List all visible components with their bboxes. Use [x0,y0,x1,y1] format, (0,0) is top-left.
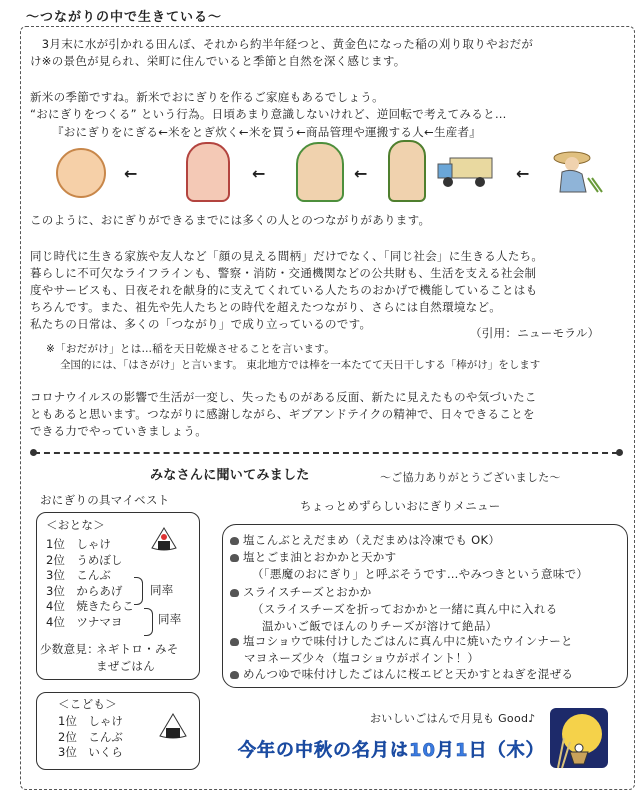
arrow-icon: ← [124,164,138,183]
section-divider [34,452,618,454]
footer-note: おいしいごはんで月見も Good♪ [370,712,536,725]
para1-line2: け※の景色が見られ、栄町に住んでいると季節と自然を深く感じます。 [30,54,406,68]
minority-label: 少数意見： [40,642,99,656]
rice-bowl-icon [230,537,239,545]
tie-label: 同率 [150,583,174,597]
arrow-icon: ← [516,164,530,183]
store-clerk-icon [388,140,426,202]
adult-label: ＜おとな＞ [46,518,105,532]
para4-line5: 私たちの日常は、多くの「つながり」で成り立っているのです。 [30,317,372,331]
para4-line3: 度やサービスも、日夜それを献身的に支えてくれている人たちのおかげで機能していることはも [30,283,538,297]
shopper-icon [296,142,344,202]
menu-item: 塩とごま油とおかかと天かす [230,549,396,566]
rice-bowl-icon [230,554,239,562]
menu-item-note: （スライスチーズを折っておかかと一緒に真ん中に入れる [252,602,558,616]
menu-item-note: マヨネーズ少々（塩コショウがポイント！） [244,651,480,665]
para4-line2: 暮らしに不可欠なライフラインも、警察・消防・交通機関などの公共財も、生活を支える社会制 [30,266,537,280]
list-item: 1位 しゃけ [46,537,111,551]
para3: このように、おにぎりができるまでには多くの人とのつながりがあります。 [30,213,431,227]
arrow-icon: ← [354,164,368,183]
unusual-title: ちょっとめずらしいおにぎりメニュー [300,499,501,513]
tie-bracket [134,577,143,605]
menu-item: めんつゆで味付けしたごはんに桜エビと天かすとねぎを混ぜる [230,666,573,683]
adult-rank-list [46,537,134,630]
menu-item: 塩こんぶとえだまめ（えだまめは冷凍でも OK） [230,532,500,549]
tie-label: 同率 [158,612,182,626]
survey-thanks: ～ご協力ありがとうございました～ [380,471,561,484]
list-item: 3位 いくら [58,745,123,759]
list-item: 4位 焼きたらこ [46,599,134,613]
para4-line1: 同じ時代に生きる家族や友人など「顔の見える間柄」だけでなく、「同じ社会」に生きる人たち。 [30,249,544,263]
para5-line2: ともあると思います。つながりに感謝しながら、ギブアンドテイクの精神で、日々できることを [30,407,535,421]
girl-eating-onigiri-icon [56,148,106,198]
farmer-icon [548,148,604,200]
note-line2: 全国的には、「はさがけ」と言います。 東北地方では棒を一本たてて天日干しする「棒がけ」をします [60,359,541,371]
para5-line3: できる力でやっていきましょう。 [30,424,207,438]
onigiri-icon [158,712,188,740]
rice-bowl-icon [230,671,239,679]
moon-date-banner: 今年の中秋の名月は10月1日（木） [238,740,545,761]
survey-heading: みなさんに聞いてみました [150,468,310,483]
chain-text: 『おにぎりをにぎる←米をとぎ炊く←米を買う←商品管理や運搬する人←生産者』 [52,125,482,139]
para5-line1: コロナウイルスの影響で生活が一変し、失ったものがある反面、新たに見えたものや気づいたこ [30,390,537,404]
menu-item: スライスチーズとおかか [230,584,372,601]
tie-bracket [144,608,153,636]
rice-bowl-icon [230,589,239,597]
citation: （引用：ニューモラル） [470,326,600,340]
list-item: 2位 うめぼし [46,552,123,567]
arrow-icon: ← [252,164,266,183]
menu-item: 塩コショウで味付けしたごはんに真ん中に焼いたウインナーと [230,633,573,650]
para1-line1: 3月末に水が引かれる田んぼ、それから約半年経つと、黄金色になった稲の刈り取りやおだが [30,37,534,51]
truck-icon [436,150,496,190]
minority-item: まぜごはん [96,659,155,673]
para2-line2: “おにぎりをつくる” という行為。日頃あまり意識しないけれど、逆回転で考えてみると… [30,107,507,121]
rice-bowl-icon [230,638,239,646]
minority-item: ネギトロ・みそ [96,642,179,656]
list-item: 4位 ツナマヨ [46,614,123,629]
list-item: 2位 こんぶ [58,729,123,744]
list-item: 1位 しゃけ [58,714,123,728]
child-label: ＜こども＞ [58,697,117,711]
list-item: 3位 からあげ [46,583,123,598]
page-title: ～つながりの中で生きている～ [26,10,223,25]
best-title: おにぎりの具マイベスト [40,493,170,507]
moon-viewing-icon [550,708,608,774]
menu-item-note: （「悪魔のおにぎり」と呼ぶそうです…やみつきという意味で） [252,567,589,581]
note-line1: ※「おだがけ」とは…稲を天日乾燥させることを言います。 [46,343,336,355]
divider-dot-right [616,449,623,456]
para2-line1: 新米の季節ですね。新米でおにぎりを作るご家庭もあるでしょう。 [30,90,384,104]
woman-cooking-icon [186,142,230,202]
onigiri-icon [150,526,178,552]
menu-item-note: 温かいご飯でほんのりチーズが溶けて絶品） [262,619,498,633]
list-item: 3位 こんぶ [46,568,111,582]
child-rank-list [58,714,123,761]
para4-line4: ちろんです。また、祖先や先人たちとの時代を超えたつながり、さらには自然環境など。 [30,300,502,314]
